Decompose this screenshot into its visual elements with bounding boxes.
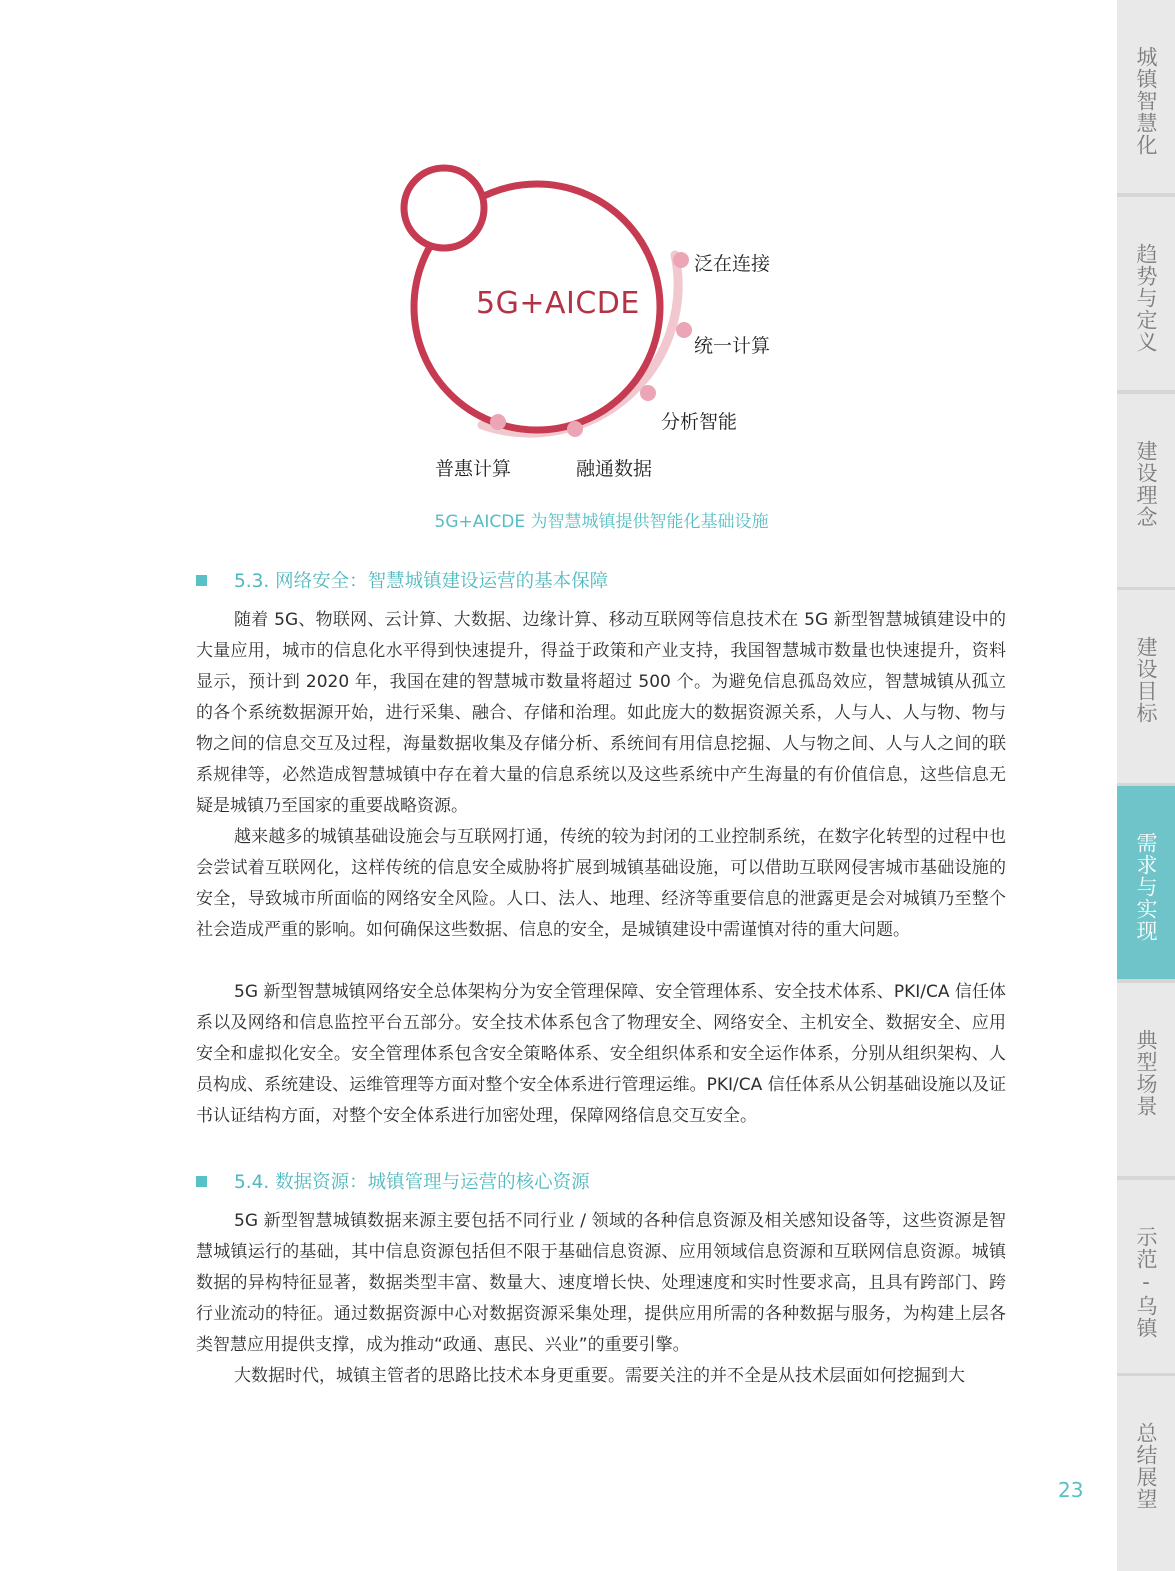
chapter-side-nav	[1117, 0, 1175, 1571]
side-tab-label: 趋势与定义	[1134, 243, 1158, 353]
paragraph: 越来越多的城镇基础设施会与互联网打通，传统的较为封闭的工业控制系统，在数字化转型的过程中也会尝试着互联网化，这样传统的信息安全威胁将扩展到城镇基础设施，可以借助互联网侵害城市基础设施的安全，导致城市所面临的网络安全风险。人口、法人、地理、经济等重要信息的泄露更是会对城镇乃至整个社会造成严重的影响。如何确保这些数据、信息的安全，是城镇建设中需谨慎对待的重大问题。	[196, 827, 1006, 940]
aicde-diagram	[380, 160, 800, 490]
side-tab-3[interactable]	[1117, 394, 1175, 587]
side-tab-5-active[interactable]	[1117, 786, 1175, 979]
side-tab-label: 建设目标	[1134, 636, 1158, 724]
side-tab-7[interactable]	[1117, 1180, 1175, 1373]
side-tab-label: 城镇智慧化	[1134, 46, 1158, 156]
paragraph: 大数据时代，城镇主管者的思路比技术本身更重要。需要关注的并不全是从技术层面如何挖掘到大	[234, 1366, 965, 1386]
arc-dot-compute	[676, 322, 692, 338]
diagram-center-title: 5G+AICDE	[476, 286, 640, 321]
arc-dot-analysis	[640, 385, 656, 401]
arc-dot-connect	[673, 252, 689, 268]
side-tab-label: 需求与实现	[1134, 832, 1158, 942]
heading-square-icon	[196, 1176, 207, 1187]
label-compute: 统一计算	[694, 335, 771, 357]
section-heading-5-3	[196, 567, 608, 593]
side-tab-6[interactable]	[1117, 983, 1175, 1176]
label-analysis: 分析智能	[661, 411, 738, 433]
side-tab-label: 示范-乌镇	[1134, 1226, 1158, 1339]
arc-dot-inclusive	[490, 414, 506, 430]
side-tab-8[interactable]	[1117, 1376, 1175, 1571]
outer-arc	[482, 255, 678, 433]
side-tab-2[interactable]	[1117, 197, 1175, 390]
section-heading-5-4	[196, 1168, 590, 1194]
small-ring	[404, 168, 484, 248]
aicde-diagram-graphic	[380, 160, 800, 490]
label-data: 融通数据	[576, 458, 653, 480]
side-tab-label: 建设理念	[1134, 440, 1158, 528]
paragraph: 5G 新型智慧城镇网络安全总体架构分为安全管理保障、安全管理体系、安全技术体系、PKI/CA 信任体系以及网络和信息监控平台五部分。安全技术体系包含了物理安全、网络安全、主机安全、数据安全、应用安全和虚拟化安全。安全管理体系包含安全策略体系、安全组织体系和安全运作体系，分别从组织架构、人员构成、系统建设、运维管理等方面对整个安全体系进行管理运维。PKI/CA 信任体系从公钥基础设施以及证书认证结构方面，对整个安全体系进行加密处理，保障网络信息交互安全。	[196, 982, 1006, 1126]
paragraph: 随着 5G、物联网、云计算、大数据、边缘计算、移动互联网等信息技术在 5G 新型智慧城镇建设中的大量应用，城市的信息化水平得到快速提升，得益于政策和产业支持，我国智慧城市数量也快速提升，资料显示，预计到 2020 年，我国在建的智慧城市数量将超过 500 个。为避免信息孤岛效应，智慧城镇从孤立的各个系统数据源开始，进行采集、融合、存储和治理。如此庞大的数据资源关系，人与人、人与物、物与物之间的信息交互及过程，海量数据收集及存储分析、系统间有用信息挖掘、人与物之间、人与人之间的联系规律等，必然造成智慧城镇中存在着大量的信息系统以及这些系统中产生海量的有价值信息，这些信息无疑是城镇乃至国家的重要战略资源。	[196, 610, 1006, 816]
side-tab-1[interactable]	[1117, 0, 1175, 193]
label-inclusive: 普惠计算	[435, 458, 512, 480]
page-number: 23	[1058, 1478, 1084, 1502]
heading-square-icon	[196, 575, 207, 586]
figure-caption: 5G+AICDE 为智慧城镇提供智能化基础设施	[434, 512, 769, 532]
arc-dot-data	[567, 421, 583, 437]
side-tab-4[interactable]	[1117, 590, 1175, 783]
label-connect: 泛在连接	[694, 253, 771, 275]
side-tab-label: 典型场景	[1134, 1029, 1158, 1117]
section-title: 5.3. 网络安全：智慧城镇建设运营的基本保障	[234, 571, 609, 592]
section-title: 5.4. 数据资源：城镇管理与运营的核心资源	[234, 1172, 590, 1193]
side-tab-label: 总结展望	[1134, 1422, 1158, 1510]
paragraph: 5G 新型智慧城镇数据来源主要包括不同行业 / 领域的各种信息资源及相关感知设备等，这些资源是智慧城镇运行的基础，其中信息资源包括但不限于基础信息资源、应用领域信息资源和互联网信息资源。城镇数据的异构特征显著，数据类型丰富、数量大、速度增长快、处理速度和实时性要求高，且具有跨部门、跨行业流动的特征。通过数据资源中心对数据资源采集处理，提供应用所需的各种数据与服务，为构建上层各类智慧应用提供支撑，成为推动“政通、惠民、兴业”的重要引擎。	[196, 1211, 1006, 1355]
